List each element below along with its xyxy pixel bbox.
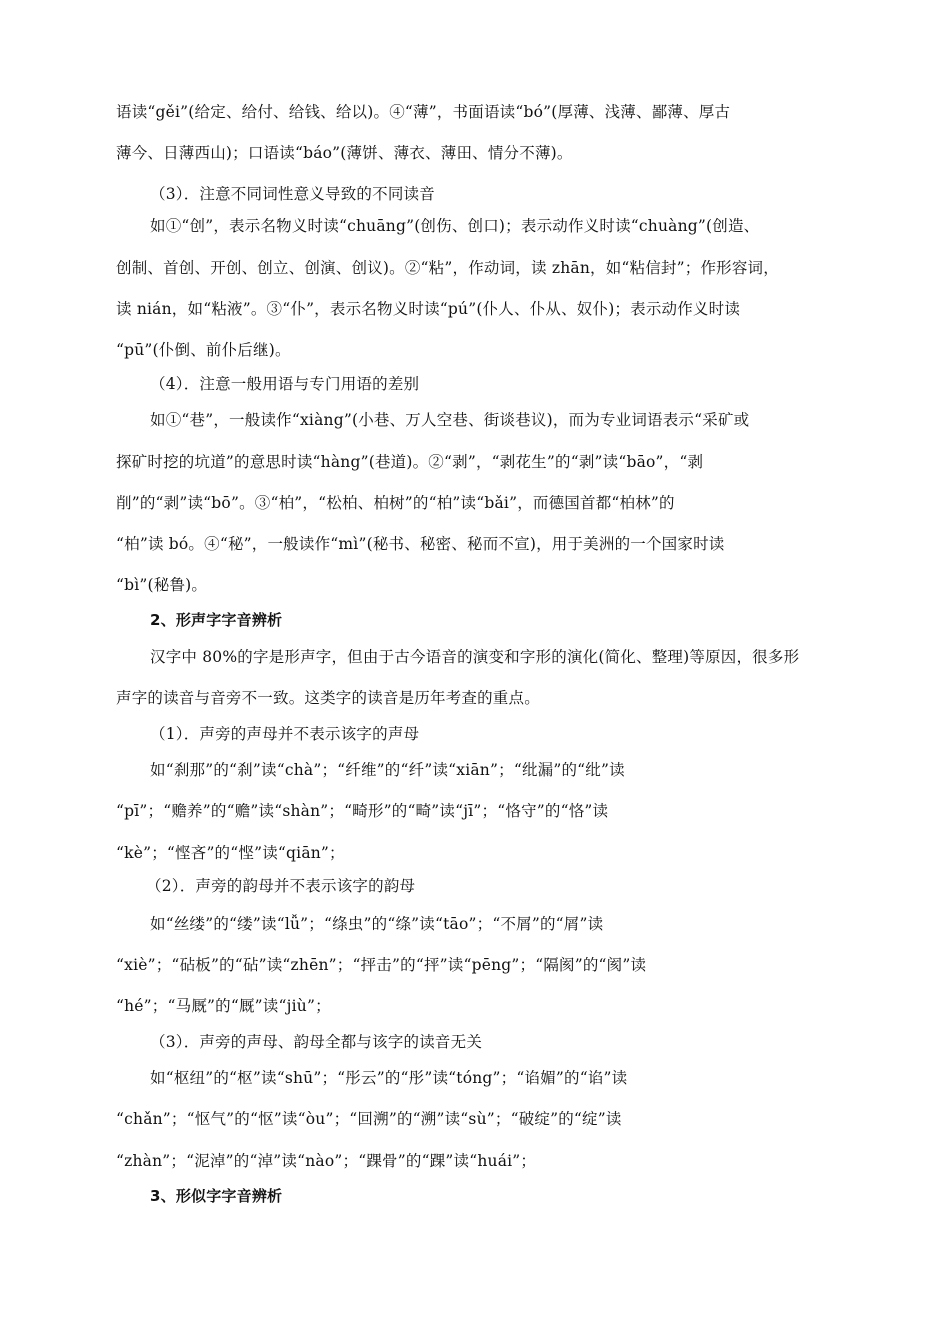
- text-line: 汉字中 80%的字是形声字，但由于古今语音的演变和字形的演化(简化、整理)等原因，很多形: [150, 648, 800, 666]
- subsection-heading: （3）．注意不同词性意义导致的不同读音: [150, 185, 435, 203]
- text-line: 声字的读音与音旁不一致。这类字的读音是历年考查的重点。: [116, 689, 540, 707]
- text-line: 读 nián，如“粘液”。③“仆”，表示名物义时读“pú”(仆人、仆从、奴仆)；表示动作义时读: [116, 300, 741, 318]
- section-heading: 2、形声字字音辨析: [150, 611, 283, 629]
- text-line: 如“丝缕”的“缕”读“lǚ”；“绦虫”的“绦”读“tāo”；“不屑”的“屑”读: [150, 915, 604, 933]
- text-line: “chǎn”；“怄气”的“怄”读“òu”；“回溯”的“溯”读“sù”；“破绽”的“绽”读: [116, 1110, 622, 1128]
- subsection-heading: （1）．声旁的声母并不表示该字的声母: [150, 725, 420, 743]
- text-line: 削”的“剥”读“bō”。③“柏”，“松柏、柏树”的“柏”读“bǎi”，而德国首都“柏林”的: [116, 494, 675, 512]
- text-line: 如①“巷”，一般读作“xiàng”(小巷、万人空巷、街谈巷议)，而为专业词语表示“采矿或: [150, 411, 750, 429]
- text-line: “zhàn”；“泥淖”的“淖”读“nào”；“踝骨”的“踝”读“huái”；: [116, 1152, 537, 1170]
- text-line: “pī”；“赡养”的“赡”读“shàn”；“畸形”的“畸”读“jī”；“恪守”的“恪”读: [116, 802, 609, 820]
- section-heading: 3、形似字字音辨析: [150, 1187, 283, 1205]
- subsection-heading: （3）．声旁的声母、韵母全都与该字的读音无关: [150, 1033, 483, 1051]
- subsection-heading: （4）．注意一般用语与专门用语的差别: [150, 375, 420, 393]
- text-line: 探矿时挖的坑道”的意思时读“hàng”(巷道)。②“剥”，“剥花生”的“剥”读“bāo”，“剥: [116, 453, 704, 471]
- text-line: 创制、首创、开创、创立、创演、创议)。②“粘”，作动词，读 zhān，如“粘信封”；作形容词，: [116, 259, 779, 277]
- text-line: 语读“gěi”(给定、给付、给钱、给以)。④“薄”，书面语读“bó”(厚薄、浅薄、鄙薄、厚古: [116, 103, 731, 121]
- text-line: “柏”读 bó。④“秘”，一般读作“mì”(秘书、秘密、秘而不宣)，用于美洲的一个国家时读: [116, 535, 725, 553]
- text-line: “pū”(仆倒、前仆后继)。: [116, 341, 291, 359]
- text-line: 如“刹那”的“刹”读“chà”；“纤维”的“纤”读“xiān”；“纰漏”的“纰”读: [150, 761, 625, 779]
- text-line: “bì”(秘鲁)。: [116, 576, 208, 594]
- text-line: “kè”；“悭吝”的“悭”读“qiān”；: [116, 844, 345, 862]
- text-line: “hé”；“马厩”的“厩”读“jiù”；: [116, 997, 331, 1015]
- text-line: 薄今、日薄西山)；口语读“báo”(薄饼、薄衣、薄田、情分不薄)。: [116, 144, 573, 162]
- text-line: 如①“创”，表示名物义时读“chuāng”(创伤、创口)；表示动作义时读“chuàng”(创造、: [150, 217, 760, 235]
- text-line: “xiè”；“砧板”的“砧”读“zhēn”；“抨击”的“抨”读“pēng”；“隔阂”的“阂”读: [116, 956, 647, 974]
- text-line: 如“枢纽”的“枢”读“shū”；“彤云”的“彤”读“tóng”；“谄媚”的“谄”读: [150, 1069, 628, 1087]
- subsection-heading: （2）．声旁的韵母并不表示该字的韵母: [146, 877, 416, 895]
